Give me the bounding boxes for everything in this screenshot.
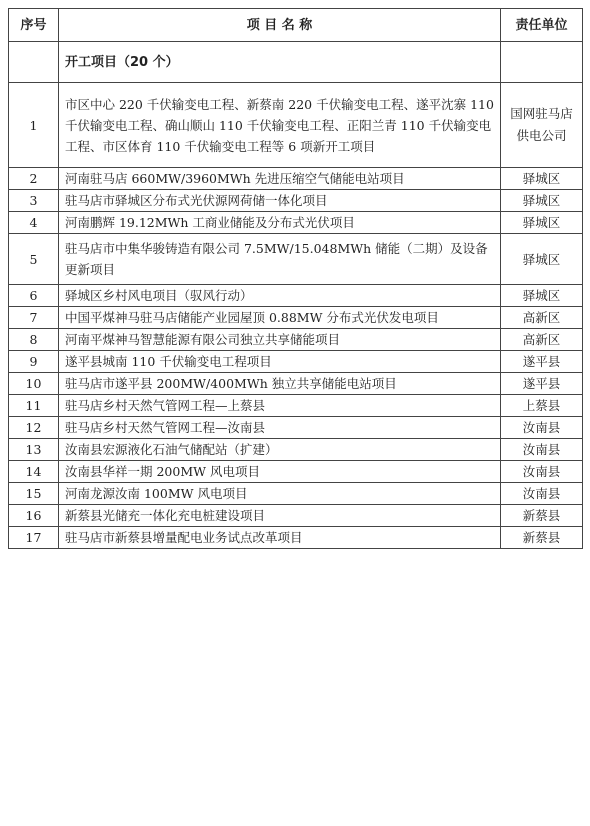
section-title: 开工项目（20 个） <box>59 42 501 83</box>
row-number: 9 <box>9 351 59 373</box>
row-number: 7 <box>9 307 59 329</box>
row-number: 8 <box>9 329 59 351</box>
table-row <box>9 285 583 307</box>
responsible-unit: 高新区 <box>501 329 583 351</box>
project-name: 汝南县华祥一期 200MW 风电项目 <box>59 461 501 483</box>
project-name: 河南驻马店 660MW/3960MWh 先进压缩空气储能电站项目 <box>59 168 501 190</box>
table-row <box>9 190 583 212</box>
project-name: 驻马店乡村天然气管网工程—汝南县 <box>59 417 501 439</box>
responsible-unit: 上蔡县 <box>501 395 583 417</box>
table-row <box>9 329 583 351</box>
responsible-unit: 汝南县 <box>501 461 583 483</box>
section-unit-cell <box>501 42 583 83</box>
header-index: 序号 <box>9 9 59 42</box>
header-responsible-unit: 责任单位 <box>501 9 583 42</box>
responsible-unit: 国网驻马店供电公司 <box>501 83 583 168</box>
row-number: 10 <box>9 373 59 395</box>
table-row <box>9 417 583 439</box>
table-row <box>9 234 583 285</box>
project-name: 驻马店市遂平县 200MW/400MWh 独立共享储能电站项目 <box>59 373 501 395</box>
row-number: 5 <box>9 234 59 285</box>
row-number: 15 <box>9 483 59 505</box>
row-number: 1 <box>9 83 59 168</box>
project-name: 遂平县城南 110 千伏输变电工程项目 <box>59 351 501 373</box>
row-number: 13 <box>9 439 59 461</box>
project-name: 汝南县宏源液化石油气储配站（扩建） <box>59 439 501 461</box>
project-name: 河南龙源汝南 100MW 风电项目 <box>59 483 501 505</box>
project-name: 新蔡县光储充一体化充电桩建设项目 <box>59 505 501 527</box>
table-row <box>9 373 583 395</box>
responsible-unit: 汝南县 <box>501 439 583 461</box>
header-project-name: 项 目 名 称 <box>59 9 501 42</box>
responsible-unit: 新蔡县 <box>501 527 583 549</box>
table-row <box>9 483 583 505</box>
row-number: 16 <box>9 505 59 527</box>
table-row <box>9 527 583 549</box>
row-number: 4 <box>9 212 59 234</box>
responsible-unit: 新蔡县 <box>501 505 583 527</box>
project-name: 驻马店市新蔡县增量配电业务试点改革项目 <box>59 527 501 549</box>
table-row <box>9 461 583 483</box>
table-row <box>9 395 583 417</box>
table-row <box>9 212 583 234</box>
responsible-unit: 驿城区 <box>501 168 583 190</box>
project-name: 河南平煤神马智慧能源有限公司独立共享储能项目 <box>59 329 501 351</box>
project-name: 驻马店市驿城区分布式光伏源网荷储一体化项目 <box>59 190 501 212</box>
responsible-unit: 遂平县 <box>501 373 583 395</box>
section-index-cell <box>9 42 59 83</box>
section-row <box>9 42 583 83</box>
table-row <box>9 351 583 373</box>
row-number: 12 <box>9 417 59 439</box>
project-name: 中国平煤神马驻马店储能产业园屋顶 0.88MW 分布式光伏发电项目 <box>59 307 501 329</box>
responsible-unit: 驿城区 <box>501 234 583 285</box>
row-number: 17 <box>9 527 59 549</box>
responsible-unit: 驿城区 <box>501 190 583 212</box>
project-table <box>8 8 583 549</box>
responsible-unit: 汝南县 <box>501 483 583 505</box>
responsible-unit: 汝南县 <box>501 417 583 439</box>
responsible-unit: 高新区 <box>501 307 583 329</box>
table-row <box>9 505 583 527</box>
table-row <box>9 307 583 329</box>
project-name: 市区中心 220 千伏输变电工程、新蔡南 220 千伏输变电工程、遂平沈寨 110 千伏输变电工程、确山顺山 110 千伏输变电工程、正阳兰青 110 千伏输变电工程、市区体育 110 千伏输变电工程等 6 项新开工项目 <box>59 83 501 168</box>
responsible-unit: 驿城区 <box>501 285 583 307</box>
row-number: 2 <box>9 168 59 190</box>
row-number: 3 <box>9 190 59 212</box>
row-number: 14 <box>9 461 59 483</box>
table-row <box>9 83 583 168</box>
project-name: 驿城区乡村风电项目（驭风行动） <box>59 285 501 307</box>
responsible-unit: 遂平县 <box>501 351 583 373</box>
project-name: 驻马店市中集华骏铸造有限公司 7.5MW/15.048MWh 储能（二期）及设备更新项目 <box>59 234 501 285</box>
table-row <box>9 439 583 461</box>
header-row <box>9 9 583 42</box>
table-row <box>9 168 583 190</box>
row-number: 6 <box>9 285 59 307</box>
project-name: 驻马店乡村天然气管网工程—上蔡县 <box>59 395 501 417</box>
project-name: 河南鹏辉 19.12MWh 工商业储能及分布式光伏项目 <box>59 212 501 234</box>
responsible-unit: 驿城区 <box>501 212 583 234</box>
row-number: 11 <box>9 395 59 417</box>
